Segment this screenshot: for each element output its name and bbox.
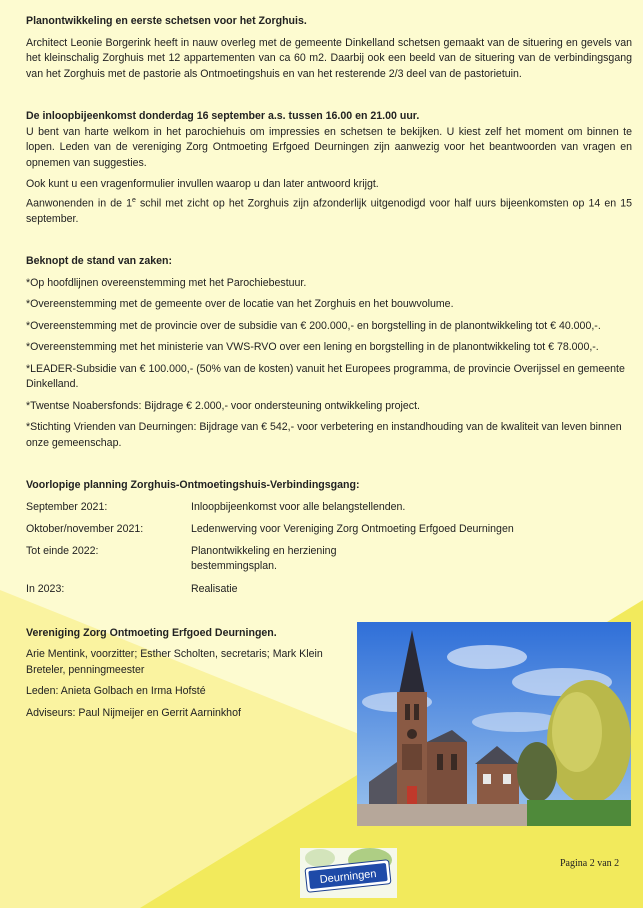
planning-table (26, 500, 632, 604)
planning-what: Inloopbijeenkomst voor alle belangstellenden. (191, 500, 406, 513)
planning-what: Planontwikkeling en herziening bestemmingsplan. (191, 544, 337, 573)
section-title-vereniging: Vereniging Zorg Ontmoeting Erfgoed Deurningen. (26, 626, 277, 639)
planning-row (26, 522, 632, 544)
paragraph-planontwikkeling: Architect Leonie Borgerink heeft in nauw overleg met de gemeente Dinkelland schetsen gemaakt van de situering en gevels van het kleinschalig Zorghuis met 12 appartementen van ca 60 m2. Daarbij ook een beeld van de situering van de verbindingsgang van het Zorghuis met de pastorie als Ontmoetingshuis en van het resterende 2/3 deel van de pastorietuin. (26, 36, 632, 80)
church-illustration (357, 622, 631, 826)
deurningen-logo (300, 848, 397, 898)
status-item: *LEADER-Subsidie van € 100.000,- (50% van de kosten) vanuit het Europees programma, de provincie Overijssel en gemeente Dinkelland. (26, 362, 625, 391)
page-number: Pagina 2 van 2 (560, 858, 620, 869)
members: Leden: Anieta Golbach en Irma Hofsté (26, 685, 206, 698)
superscript-e: e (131, 196, 136, 204)
paragraph-aanwonenden (26, 193, 632, 228)
board-members: Arie Mentink, voorzitter; Esther Scholten, secretaris; Mark Klein Breteler, penningmeester (26, 648, 323, 676)
status-item: *Stichting Vrienden van Deurningen: Bijdrage van € 542,- voor verbetering en instandhouding van de kwaliteit van leven binnen onze gemeenschap. (26, 421, 622, 449)
planning-row (26, 582, 632, 604)
church-photo (357, 622, 631, 826)
logo-text: Deurningen (319, 868, 378, 886)
aanwonenden-text-start: Aanwonenden in de 1 (26, 197, 132, 210)
section-title-stand-van-zaken: Beknopt de stand van zaken: (26, 255, 172, 268)
status-item: *Op hoofdlijnen overeenstemming met het Parochiebestuur. (26, 276, 307, 289)
status-item: *Twentse Noabersfonds: Bijdrage € 2.000,- voor ondersteuning ontwikkeling project. (26, 399, 420, 412)
section-title-planning: Voorlopige planning Zorghuis-Ontmoetingshuis-Verbindingsgang: (26, 479, 360, 492)
section-title-planontwikkeling: Planontwikkeling en eerste schetsen voor het Zorghuis. (26, 15, 307, 27)
planning-row (26, 544, 632, 582)
aanwonenden-text-end: schil met zicht op het Zorghuis zijn afzonderlijk uitgenodigd voor half uurs bijeenkomsten op 14 en 15 september. (26, 197, 633, 225)
status-item: *Overeenstemming met het ministerie van VWS-RVO over een lening en borgstelling in de planontwikkeling tot € 78.000,-. (26, 341, 599, 354)
advisors: Adviseurs: Paul Nijmeijer en Gerrit Aarninkhof (26, 706, 241, 719)
planning-what: Realisatie (191, 582, 238, 595)
paragraph-welkom: U bent van harte welkom in het parochiehuis om impressies en schetsen te bekijken. U kiest zelf het moment om binnen te lopen. Leden van de vereniging Zorg Ontmoeting Erfgoed Deurningen zijn aanwezig voor het beantwoorden van vragen en opnemen van suggesties. (26, 125, 632, 169)
street-sign-logo (300, 848, 397, 898)
paragraph-vragenformulier: Ook kunt u een vragenformulier invullen waarop u dan later antwoord krijgt. (26, 178, 379, 190)
planning-when: Oktober/november 2021: (26, 522, 144, 535)
status-item: *Overeenstemming met de gemeente over de locatie van het Zorghuis en het bouwvolume. (26, 298, 454, 311)
planning-when: September 2021: (26, 500, 108, 513)
document-body (26, 14, 632, 721)
planning-row (26, 500, 632, 522)
planning-what: Ledenwerving voor Vereniging Zorg Ontmoeting Erfgoed Deurningen (191, 522, 514, 535)
planning-when: In 2023: (26, 582, 65, 595)
status-item: *Overeenstemming met de provincie over de subsidie van € 200.000,- en borgstelling in de planontwikkeling tot € 40.000,-. (26, 319, 601, 332)
planning-when: Tot einde 2022: (26, 544, 99, 557)
section-title-inloopbijeenkomst: De inloopbijeenkomst donderdag 16 september a.s. tussen 16.00 en 21.00 uur. (26, 110, 420, 122)
